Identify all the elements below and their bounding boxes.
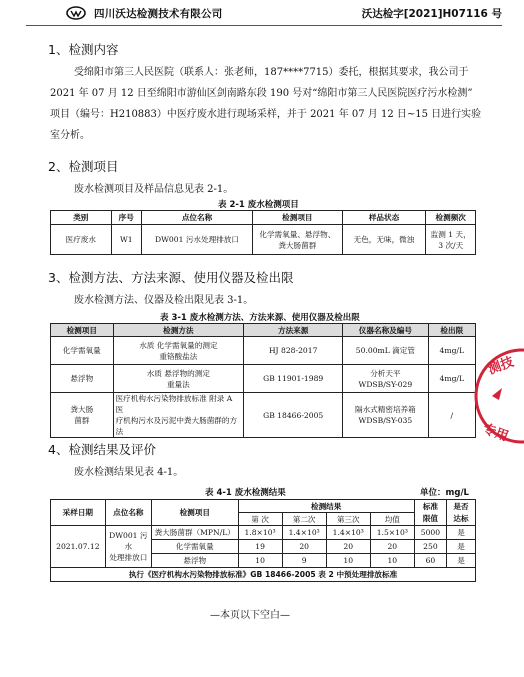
cell-average: 10 (370, 554, 414, 568)
table-footer-note: 执行《医疗机构水污染物排放标准》GB 18466-2005 表 2 中预处理排放标准 (51, 568, 476, 582)
cell-item: 悬浮物 (151, 554, 238, 568)
section-3-title: 3、检测方法、方法来源、使用仪器及检出限 (48, 270, 294, 285)
cell-average: 20 (370, 540, 414, 554)
section-1-line-2: 2021 年 07 月 12 日至绵阳市游仙区剑南路东段 190 号对“绵阳市第三人民医院医疗污水检测” (50, 88, 473, 99)
end-of-page-note: —本页以下空白— (210, 610, 290, 621)
table-4-1 (50, 499, 476, 582)
cell-method: 医疗机构水污染物排放标准 附录 A 医 疗机构污水及污泥中粪大肠菌群的方法 (113, 393, 244, 438)
cell-limit: 4mg/L (428, 365, 475, 393)
cell-run-2: 20 (282, 540, 326, 554)
table-2-1-caption: 表 2-1 废水检测项目 (218, 200, 299, 210)
cell-method: 水质 化学需氧量的测定 重铬酸盐法 (113, 337, 244, 365)
company-name: 四川沃达检测技术有限公司 (94, 8, 223, 20)
col-limit: 标准 (414, 500, 446, 513)
cell-item: 悬浮物 (51, 365, 114, 393)
cell-state: 无色，无味，微浊 (342, 225, 426, 255)
col-item: 检测项目 (51, 324, 114, 337)
cell-run-3: 10 (326, 554, 370, 568)
cell-point: DW001 污水 处理排放口 (105, 526, 151, 568)
cell-instrument: 隔水式精密培养箱 WDSB/SY-035 (343, 393, 428, 438)
cell-limit: 60 (414, 554, 446, 568)
col-instrument: 仪器名称及编号 (343, 324, 428, 337)
cell-point: DW001 污水处理排放口 (141, 225, 252, 255)
cell-compliance: 是 (446, 540, 475, 554)
table-row (51, 225, 476, 255)
section-4-title: 4、检测结果及评价 (48, 442, 156, 457)
cell-method: 水质 悬浮物的测定 重量法 (113, 365, 244, 393)
table-2-1 (50, 210, 476, 255)
section-2-intro: 废水检测项目及样品信息见表 2-1。 (74, 184, 234, 195)
cell-compliance: 是 (446, 554, 475, 568)
cell-run-2: 1.4×10³ (282, 526, 326, 540)
col-no: 序号 (111, 211, 141, 225)
cell-frequency: 监测 1 天， 3 次/天 (426, 225, 476, 255)
col-items: 检测项目 (253, 211, 343, 225)
col-results: 检测结果 (238, 500, 414, 513)
table-4-1-unit: 单位：mg/L (420, 488, 469, 498)
cell-limit: / (428, 393, 475, 438)
cell-item: 化学需氧量 (151, 540, 238, 554)
col-method: 检测方法 (113, 324, 244, 337)
cell-item: 粪大肠菌群（MPN/L） (151, 526, 238, 540)
table-row (51, 365, 476, 393)
col-compliance: 是否 (446, 500, 475, 513)
col-source: 方法来源 (244, 324, 343, 337)
cell-compliance: 是 (446, 526, 475, 540)
col-point: 点位名称 (141, 211, 252, 225)
col-category: 类别 (51, 211, 112, 225)
col-limit: 检出限 (428, 324, 475, 337)
cell-instrument: 分析天平 WDSB/SY-029 (343, 365, 428, 393)
cell-category: 医疗废水 (51, 225, 112, 255)
col-limit-2: 限值 (414, 513, 446, 526)
table-row (51, 393, 476, 438)
cell-source: GB 11901-1989 (244, 365, 343, 393)
svg-text:专用: 专用 (480, 421, 511, 445)
company-seal-stamp (472, 346, 524, 446)
cell-items: 化学需氧量、悬浮物、 粪大肠菌群 (253, 225, 343, 255)
cell-limit: 5000 (414, 526, 446, 540)
table-row (51, 337, 476, 365)
table-row (51, 526, 476, 540)
col-frequency: 检测频次 (426, 211, 476, 225)
section-2-title: 2、检测项目 (48, 159, 119, 174)
section-1-line-4: 室分析。 (50, 130, 90, 141)
col-item: 检测项目 (151, 500, 238, 526)
col-run-1: 第 次 (238, 513, 282, 526)
cell-run-3: 1.4×10³ (326, 526, 370, 540)
cell-run-1: 10 (238, 554, 282, 568)
cell-average: 1.5×10³ (370, 526, 414, 540)
table-3-1 (50, 323, 476, 438)
cell-item: 化学需氧量 (51, 337, 114, 365)
document-number: 沃达检字[2021]H07116 号 (361, 8, 502, 20)
table-4-1-caption: 表 4-1 废水检测结果 (205, 488, 286, 498)
section-4-intro: 废水检测结果见表 4-1。 (74, 467, 184, 478)
col-point: 点位名称 (105, 500, 151, 526)
col-average: 均值 (370, 513, 414, 526)
cell-item: 粪大肠 菌群 (51, 393, 114, 438)
cell-run-3: 20 (326, 540, 370, 554)
col-run-2: 第二次 (282, 513, 326, 526)
col-date: 采样日期 (51, 500, 106, 526)
cell-source: GB 18466-2005 (244, 393, 343, 438)
cell-run-2: 9 (282, 554, 326, 568)
section-1-line-3: 项目（编号：H210883）中医疗废水进行现场采样，并于 2021 年 07 月 12 日~15 日进行实验 (50, 109, 482, 120)
cell-limit: 250 (414, 540, 446, 554)
cell-source: HJ 828-2017 (244, 337, 343, 365)
section-3-intro: 废水检测方法、仪器及检出限见表 3-1。 (74, 295, 254, 306)
col-compliance-2: 达标 (446, 513, 475, 526)
section-1-line-1: 受绵阳市第三人民医院（联系人：张老师，187****7715）委托，根据其要求，我公司于 (74, 67, 469, 78)
cell-no: W1 (111, 225, 141, 255)
table-3-1-caption: 表 3-1 废水检测方法、方法来源、使用仪器及检出限 (160, 313, 360, 323)
cell-instrument: 50.00mL 滴定管 (343, 337, 428, 365)
company-logo-icon (66, 6, 86, 20)
col-state: 样品状态 (342, 211, 426, 225)
cell-limit: 4mg/L (428, 337, 475, 365)
cell-date: 2021.07.12 (51, 526, 106, 568)
cell-run-1: 19 (238, 540, 282, 554)
col-run-3: 第三次 (326, 513, 370, 526)
cell-run-1: 1.8×10³ (238, 526, 282, 540)
page-header (26, 3, 502, 26)
svg-text:测技: 测技 (486, 354, 516, 378)
section-1-title: 1、检测内容 (48, 42, 119, 57)
